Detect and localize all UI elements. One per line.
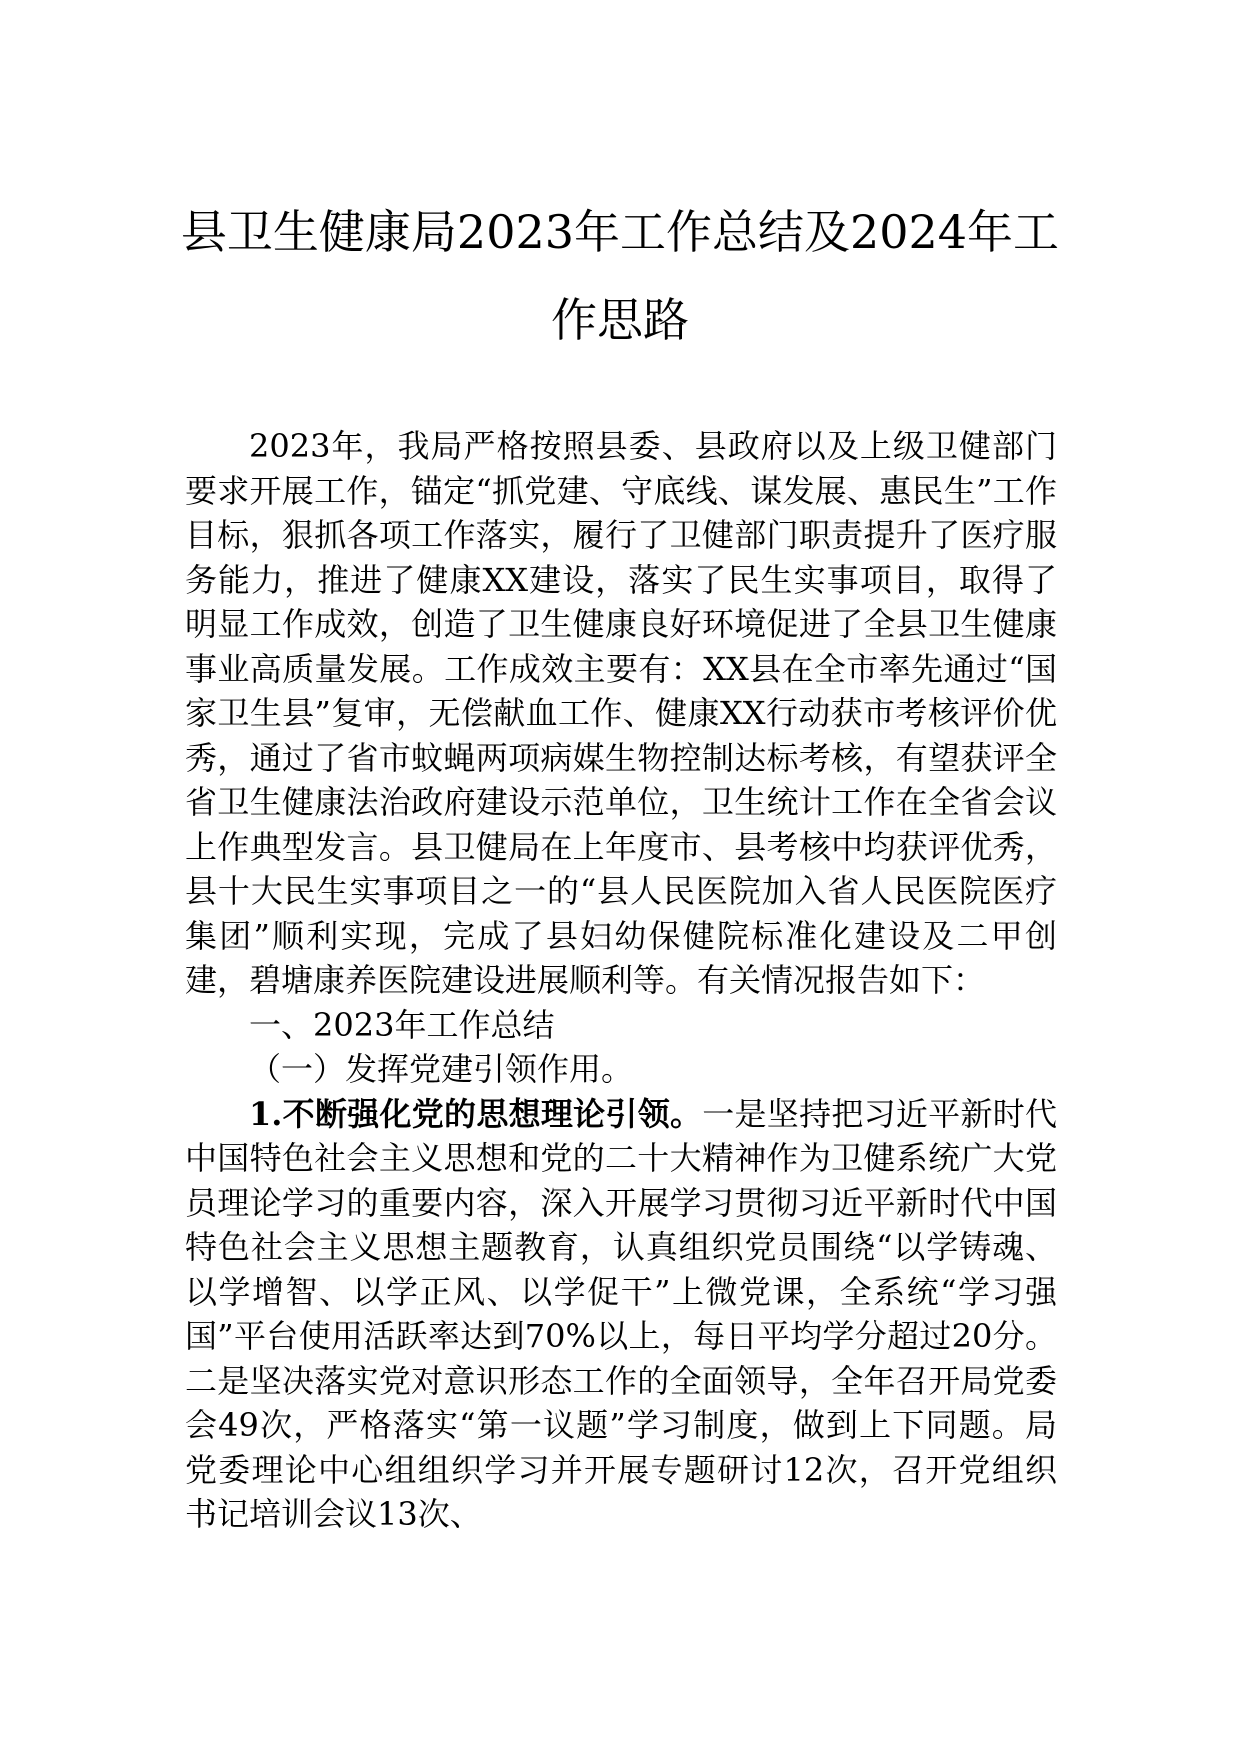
section-heading-work-summary: 一、2023年工作总结 (249, 1005, 555, 1044)
section-1-heading: 1.不断强化党的思想理论引领。 (249, 1094, 703, 1133)
section-1-text: 一是坚持把习近平新时代中国特色社会主义思想和党的二十大精神作为卫健系统广大党员理论学习的重要内容，深入开展学习贯彻习近平新时代中国特色社会主义思想主题教育，认真组织党员围绕“以学铸魂、以学增智、以学正风、以学促干”上微党课，全系统“学习强国”平台使用活跃率达到70%以上，每日平均学分超过20分。二是坚决落实党对意识形态工作的全面领导，全年召开局党委会49次，严格落实“第一议题”学习制度，做到上下同题。局党委理论中心组组织学习并开展专题研讨12次，召开党组织书记培训会议13次、 (185, 1094, 1057, 1533)
intro-paragraph: 2023年，我局严格按照县委、县政府以及上级卫健部门要求开展工作，锚定“抓党建、守底线、谋发展、惠民生”工作目标，狠抓各项工作落实，履行了卫健部门职责提升了医疗服务能力，推进了健康XX建设，落实了民生实事项目，取得了明显工作成效，创造了卫生健康良好环境促进了全县卫生健康事业高质量发展。工作成效主要有：XX县在全市率先通过“国家卫生县”复审，无偿献血工作、健康XX行动获市考核评价优秀，通过了省市蚊蝇两项病媒生物控制达标考核，有望获评全省卫生健康法治政府建设示范单位，卫生统计工作在全省会议上作典型发言。县卫健局在上年度市、县考核中均获评优秀，县十大民生实事项目之一的“县人民医院加入省人民医院医疗集团”顺利实现，完成了县妇幼保健院标准化建设及二甲创建，碧塘康养医院建设进展顺利等。有关情况报告如下： (185, 427, 1057, 999)
section-1-paragraph (185, 1092, 1057, 1537)
document-title: 县卫生健康局2023年工作总结及2024年工作思路 (180, 205, 1060, 347)
subsection-heading-party-building: （一）发挥党建引领作用。 (249, 1050, 634, 1088)
document-body (185, 424, 1057, 1537)
